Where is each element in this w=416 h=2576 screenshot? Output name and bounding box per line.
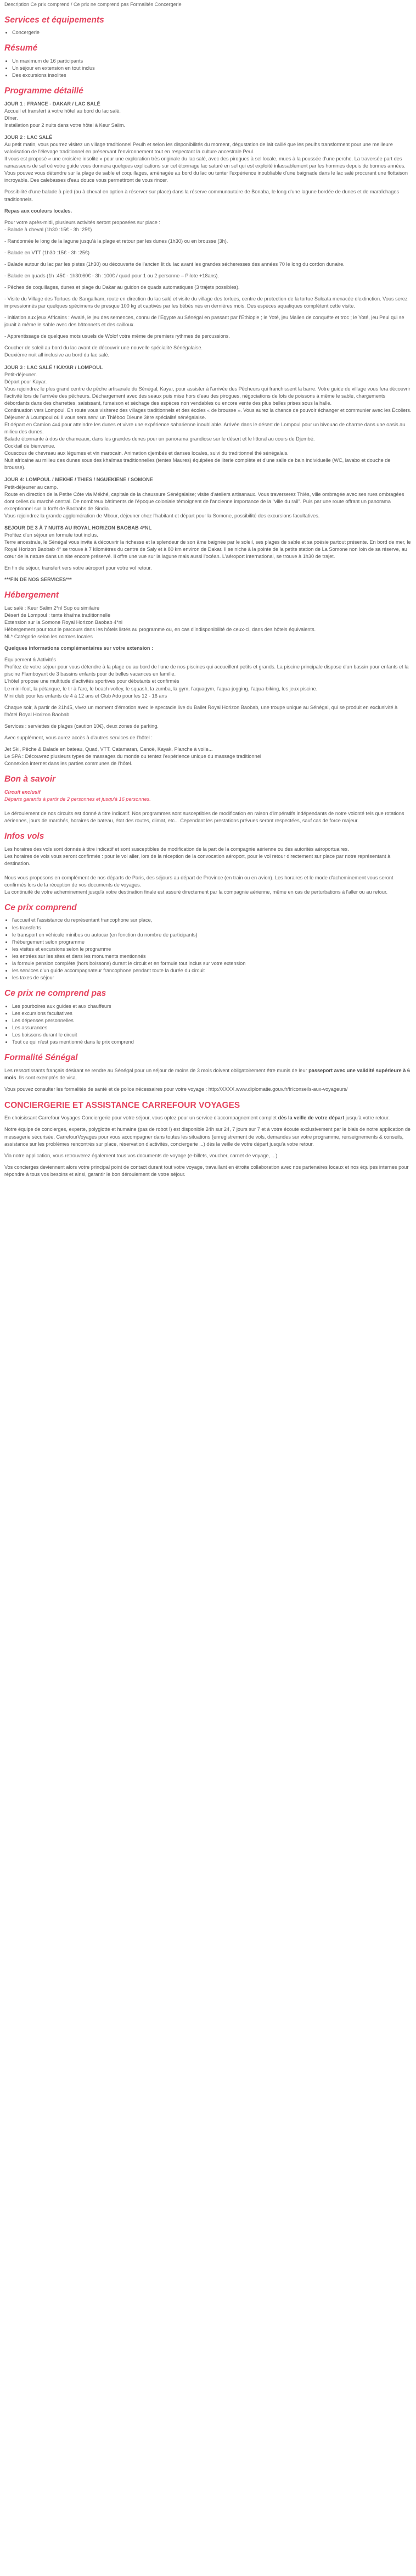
ne-comprend-item: • Les pourboires aux guides et aux chauffeurs [12, 1003, 412, 1010]
conciergerie-text: En choisissant Carrefour Voyages Conciergerie pour votre séjour, vous optez pour un service d'accompagnement complet [4, 1115, 278, 1121]
formalite-text: Les ressortissants français désirant se rendre au Sénégal pour un séjour de moins de 3 mois doivent obligatoirement être munis de leur [4, 1067, 309, 1073]
day5-line: En fin de séjour, transfert vers votre aéroport pour votre vol retour. [4, 565, 152, 571]
ne-comprend-title: Ce prix ne comprend pas [4, 989, 106, 999]
day4-line: Vous rejoindrez la grande agglomération de Mbour, déjeuner chez l'habitant et départ pour la Somone, possibilité des excursions facultatives. [4, 512, 320, 518]
comprend-item: • la formule pension complète (hors boissons) durant le circuit et en formule tout inclus sur votre extension [12, 960, 412, 967]
day3-line: Couscous de chevreau aux légumes et vin marocain. Animation djembés et danses locales, suivi du traditionnel thé sénégalais. [4, 450, 289, 456]
formalite-text: . Ils sont exemptés de visa. [16, 1074, 77, 1080]
passport-requirement: passeport avec une validité supérieure à 6 mois [4, 1067, 410, 1080]
day2-excursion: - Balade à cheval (1h30 :15€ - 3h :25€) [4, 226, 92, 232]
conciergerie-paragraph: Notre équipe de concierges, experte, polyglotte et humaine (pas de robot !) est disponible 24h sur 24, 7 jours sur 7 et à votre écoute exclusivement par le biais de notre application de messagerie sécurisée, CarrefourVoyages pour vous accompagner dans toutes les situations (enregistrement de vols, demandes sur votre programme, renseignements & conseils, assistance sur les problèmes rencontrés sur place, réservation d'activités, conciergerie ...) dès la veille de votre départ jusqu'à votre retour. [4, 1127, 411, 1147]
day5-line: Terre ancestrale, le Sénégal vous invite à découvrir la richesse et la splendeur de son âme baignée par le soleil, ses plages de sable et sa poésie partout présente. En bord de mer, le Royal Horizon Baobab 4* se trouve à 7 kilomètres du centre de Saly et à 80 km environ de Dakar. Il se niche à la pointe de la petite station de La Somone non loin de sa réserve, au cœur de la nature dans un site encore préservé. Il offre une vue sur la lagune mais aussi l'océan. L'aéroport international, se trouve à 1h30 de trajet. [4, 539, 411, 560]
day5-line: Profitez d'un séjour en formule tout inclus. [4, 532, 98, 538]
formalite-paragraph [4, 1067, 412, 1081]
day2-evening: Coucher de soleil au bord du lac avant de découvrir une nouvelle spécialité Sénégalaise. [4, 345, 203, 351]
day2-excursion: - Visite du Village des Tortues de Sangalkam, route en direction du lac salé et visite du village des tortues, centre de protection de la tortue Sulcata menacée d'extinction. Vous serez impressionnés par quelques spécimens de presque 100 kg et captivés par les bébés nés en dernières mois. Des espèces aquatiques complètent cette visite. [4, 296, 408, 309]
day4-title: JOUR 4: LOMPOUL / MEKHE / THIES / NGUEKIENE / SOMONE [4, 477, 153, 483]
bon-savoir-line: Le déroulement de nos circuits est donné à titre indicatif. Nos programmes sont susceptibles de modification en raison d'impératifs indépendants de notre volonté tels que rotations aériennes, jours de marchés, horaires de bateau, état des routes, climat, etc... Cependant les prestations prévues seront respectées, sauf cas de force majeur. [4, 810, 404, 823]
day2-excursion: - Randonnée le long de la lagune jusqu'à la plage et retour par les dunes (1h30) ou en brousse (3h). [4, 238, 228, 244]
day3-line: Vous rejoindrez le plus grand centre de pêche artisanale du Sénégal, Kayar, pour assister à l'arrivée des Pêcheurs qui franchissent la barre. Votre guide du village vous fera découvrir l'activité lors de l'arrivée des pêcheurs. Déchargement avec des seaux puis mise hors d'eau des pirogues, négociations de lots de poissons à même le sable, chargements débordants dans des charrettes, saisissant, fumaison et séchage des espèces non vendables ou encore vente des plus belles prises sous la halle. [4, 386, 411, 406]
day4-line: Route en direction de la Petite Côte via Mékhé, capitale de la chaussure Sénégalaise; visite d'ateliers artisanaux. Vous traverserez Thiès, ville ombragée avec ses rues ombragées dont celles du marché central. De nombreux bâtiments de l'époque coloniale témoignent de l'ancienne importance de la "ville du rail". Puis par une route offrant un panorama exceptionnel sur la forêt de Baobabs de Sindia. [4, 491, 404, 511]
day4-line: Petit-déjeuner au camp. [4, 484, 58, 490]
conciergerie-paragraph [4, 1114, 412, 1122]
hebergement-option: Jet Ski, Pêche & Balade en bateau, Quad, VTT, Catamaran, Canoë, Kayak, Planche à voile... [4, 746, 213, 752]
page [0, 0, 416, 1194]
day3-line: Balade étonnante à dos de chameaux, dans les grandes dunes pour un panorama grandiose sur le désert et le littoral au cours de Djembé. [4, 436, 315, 442]
comprend-item: • l'accueil et l'assistance du représentant francophone sur place, [12, 917, 412, 924]
comprend-item: • le transport en véhicule minibus ou autocar (en fonction du nombre de participants) [12, 932, 412, 939]
day2-excursion: - Apprentissage de quelques mots usuels de Wolof votre même de premiers rythmes de percussions. [4, 333, 230, 339]
bon-savoir-subtitle: Circuit exclusif [4, 789, 41, 795]
ne-comprend-item: • Les excursions facultatives [12, 1010, 412, 1017]
services-list [4, 29, 412, 36]
conciergerie-title: CONCIERGERIE ET ASSISTANCE CARREFOUR VOYAGES [4, 1100, 240, 1110]
day3-line: Et départ en Camion 4x4 pour atteindre les dunes et vivre une expérience saharienne inoubliable. Arrivée dans le désert de Lompoul pour un bivouac de charme dans une oasis au milieu des dunes. [4, 422, 406, 435]
day2-paragraph: Possibilité d'une balade à pied (ou à cheval en option à réserver sur place) dans la réserve communautaire de Bonaba, le long d'une lagune bordée de dunes et de maraîchages traditionnels. [4, 189, 400, 202]
hebergement-option: Services : serviettes de plages (caution 10€), deux zones de parking. [4, 723, 159, 729]
day2-paragraph: Il vous est proposé « une croisière insolite » pour une exploration très originale du lac salé, avec des pirogues à sel locale, mues à la poussée d'une perche. La traversée part des ramasseurs de sel où votre guide vous donnera quelques explications sur cet étonnage lac saturé en sel qui est exploité inlassablement par les hommes depuis de bonnes années. Vous pouvez vous détendre sur la plage de sable et coquillages, aménagée au bord du lac ou tenter l'expérience inoubliable d'une baignade dans le lac salé procurant une flottaison incroyable. Des calebasses d'eau douce vous permettront de vous rincer. [4, 156, 408, 183]
breadcrumb: Description Ce prix comprend / Ce prix ne comprend pas Formalités Concergerie [4, 2, 182, 7]
day3-line: Cocktail de bienvenue. [4, 443, 55, 449]
ne-comprend-item: • Les boissons durant le circuit [12, 1031, 412, 1039]
day2-excursion: - Balade autour du lac par les pistes (1h30) ou découverte de l'ancien lit du lac avant les grandes sécheresses des années 70 le long du cordon dunaire. [4, 261, 345, 267]
day2-title: JOUR 2 : LAC SALÉ [4, 135, 53, 141]
day3-line: Déjeuner à Loumpoul où il vous sera servi un Thiéboo Dieune 3ère spécialité sénégalaise. [4, 414, 206, 420]
hebergement-option: Profitez de votre séjour pour vous détendre à la plage ou au bord de l'une de nos piscines qui accueillent petits et grands. La piscine principale dispose d'un bassin pour enfants et la piscine Flamboyant de 3 bassins enfants pour de belles vacances en famille. [4, 664, 409, 677]
infos-vols-line: Les horaires des vols sont donnés à titre indicatif et sont susceptibles de modification de la part de la compagnie aérienne ou des autorités aéroportuaires. [4, 846, 349, 852]
day5-title: SEJOUR DE 3 À 7 NUITS AU ROYAL HORIZON BAOBAB 4*NL [4, 525, 152, 531]
day2-excursion: - Pêches de coquillages, dunes et plage du Dakar au guidon de quads automatiques (3 trajets possibles). [4, 285, 240, 291]
hebergement-option: Équipement & Activités [4, 657, 56, 663]
hebergement-title: Hébergement [4, 590, 59, 600]
comprend-item: • les services d'un guide accompagnateur francophone pendant toute la durée du circuit [12, 967, 412, 974]
infos-vols-title: Infos vols [4, 831, 44, 841]
comprend-item: • l'hébergement selon programme [12, 939, 412, 946]
services-title: Services et équipements [4, 15, 104, 25]
hebergement-option: Mini club pour les enfants de 4 à 12 ans et Club Ado pour les 12 - 16 ans [4, 693, 167, 699]
comprend-item: • les taxes de séjour [12, 974, 412, 982]
conciergerie-paragraph: Vos concierges deviennent alors votre principal point de contact durant tout votre voyage, travaillant en étroite collaboration avec nos partenaires locaux et nos équipes internes pour répondre à tous vos besoins et ainsi, garantir le bon déroulement de votre séjour. [4, 1164, 409, 1177]
comprend-item: • les visites et excursions selon le programme [12, 946, 412, 953]
conciergerie-paragraph: Via notre application, vous retrouverez également tous vos documents de voyage (e-billets, voucher, carnet de voyage, ...) [4, 1152, 278, 1158]
services-item: • Concergerie [12, 29, 412, 36]
day1-line: Accueil et transfert à votre hôtel au bord du lac salé. [4, 108, 121, 114]
ne-comprend-list [4, 1003, 412, 1046]
day2-excursions-intro: Pour votre après-midi, plusieurs activités seront proposées sur place : [4, 219, 160, 225]
comprend-item: • les entrées sur les sites et dans les monuments mentionnés [12, 953, 412, 960]
day2-excursion: - Balade en VTT (1h30 :15€ - 3h :25€) [4, 249, 90, 255]
ne-comprend-item: • Tout ce qui n'est pas mentionné dans le prix comprend [12, 1039, 412, 1046]
day3-line: Nuit africaine au milieu des dunes sous des khaïmas traditionnelles (tentes Maures) équipées de literie complète et d'une salle de bain individuelle (WC, lavabo et douche de brousse). [4, 458, 391, 471]
hebergement-line: Désert de Lompoul : tente khaïma traditionnelle [4, 612, 111, 618]
hebergement-option: Avec supplément, vous aurez accès à d'autres services de l'hôtel : [4, 734, 153, 740]
infos-vols-line: Les horaires de vols vous seront confirmés : pour le vol aller, lors de la réception de la convocation aéroport, pour le vol retour directement sur place par notre représentant à destination. [4, 853, 391, 866]
infos-vols-line: Nous vous proposons en complément de nos départs de Paris, des séjours au départ de Province (en train ou en avion). Les horaires et le mode d'acheminement vous seront confirmés lors de la réception de vos documents de voyages. [4, 874, 393, 888]
resume-list [4, 58, 412, 79]
resume-item: • Un séjour en extension en tout inclus [12, 65, 412, 72]
formalite-link-paragraph: Vous pouvez consulter les formalités de santé et de police nécessaires pour votre voyage : http://XXXX.www.diplomatie.gouv.fr/fr/conseils-aux-voyageurs/ [4, 1086, 348, 1092]
bon-savoir-title: Bon à savoir [4, 774, 56, 784]
comprend-item: • les transferts [12, 924, 412, 932]
end-of-services: ***FIN DE NOS SERVICES*** [4, 577, 72, 583]
hebergement-option: Le mini-foot, la pétanque, le tir à l'arc, le beach-volley, le squash, la zumba, la gym, l'aquagym, l'aqua-jogging, l'aqua-biking, les jeux piscine. [4, 685, 318, 692]
bon-savoir-warning: Départs garantis à partir de 2 personnes et jusqu'à 16 personnes. [4, 796, 151, 802]
hebergement-option: L'hôtel propose une multitude d'activités sportives pour débutants et confirmés [4, 678, 179, 684]
hebergement-option: Le SPA : Découvrez plusieurs types de massages du monde ou tentez l'expérience unique du massage traditionnel [4, 753, 261, 759]
infos-vols-line: La continuité de votre acheminement jusqu'à votre destination finale est assuré directement par la compagnie aérienne, même en cas de perturbations à l'aller ou au retour. [4, 889, 388, 895]
hebergement-option: Chaque soir, à partir de 21h45, vivez un moment d'émotion avec le spectacle live du Ballet Royal Horizon Baobab, une troupe unique au Sénégal, qui se produit en exclusivité à l'hôtel Royal Horizon Baobab. [4, 704, 398, 717]
conciergerie-highlight: dès la veille de votre départ [278, 1115, 345, 1121]
day3-line: Départ pour Kayar. [4, 378, 47, 384]
hebergement-line: Lac salé : Keur Salim 2*nl Sup ou similaire [4, 605, 100, 611]
day2-excursion: - Initiation aux jeux Africains : Awalé, le jeu des semences, connu de l'Égypte au Sénégal en passant par l'Éthiopie ; le Yoté, jeu Malien de conquête et troc ; le Yoté, jeu Peul qui se jouait à même le sable avec des bâtonnets et des cailloux. [4, 315, 404, 328]
ne-comprend-item: • Les assurances [12, 1024, 412, 1031]
day3-line: Continuation vers Lompoul. En route vous visiterez des villages traditionnels et des écoles « de brousse ». Vous aurez la chance de pouvoir échanger et communier avec les Écoliers. [4, 407, 412, 413]
day3-title: JOUR 3 : LAC SALÉ / KAYAR / LOMPOUL [4, 364, 103, 370]
comprend-title: Ce prix comprend [4, 902, 77, 912]
day2-evening: Deuxième nuit all inclusive au bord du lac salé. [4, 352, 109, 358]
day2-paragraph: Au petit matin, vous pourrez visitez un village traditionnel Peulh et selon les disponibilités du moment, dégustation de lait caillé que les peulhs transforment pour une meilleure valorisation de l'élevage traditionnel en préservant l'environnement tout en respectant la culture ancestrale Peul. [4, 142, 393, 155]
day3-line: Petit-déjeuner. [4, 371, 37, 377]
day1-line: Dîner. [4, 115, 18, 121]
hebergement-line: Hébergement pour tout le parcours dans les hôtels listés au programme ou, en cas d'indisponibilité de ceux-ci, dans des hôtels équivalents. [4, 627, 316, 633]
day2-excursion: - Balade en quads (1h :45€ - 1h30:60€ - 3h :100€ / quad pour 1 ou 2 personne – Pilote +18ans). [4, 272, 220, 278]
hebergement-options-title: Quelques informations complémentaires sur votre extension : [4, 645, 154, 651]
day2-meal: Repas aux couleurs locales. [4, 208, 72, 214]
day1-title: JOUR 1 : FRANCE - DAKAR / LAC SALÉ [4, 101, 100, 107]
resume-item: • Un maximum de 16 participants [12, 58, 412, 65]
formalite-title: Formalité Sénégal [4, 1053, 78, 1063]
resume-item: • Des excursions insolites [12, 72, 412, 79]
ne-comprend-item: • Les dépenses personnelles [12, 1017, 412, 1024]
conciergerie-text: jusqu'à votre retour. [344, 1115, 390, 1121]
comprend-list [4, 917, 412, 982]
resume-title: Résumé [4, 43, 38, 53]
programme-title: Programme détaillé [4, 86, 83, 96]
hebergement-option: Connexion internet dans les parties communes de l'hôtel. [4, 761, 133, 767]
hebergement-line: Extension sur la Somone Royal Horizon Baobab 4*nl [4, 620, 123, 626]
hebergement-line: NL* Catégorie selon les normes locales [4, 634, 93, 640]
day1-line: Installation pour 2 nuits dans votre hôtel à Keur Salim. [4, 122, 126, 128]
